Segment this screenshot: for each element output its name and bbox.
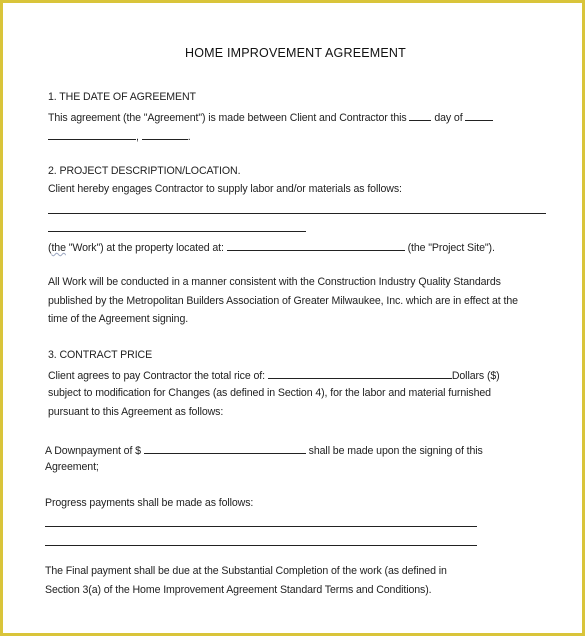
section-1-line-2 (48, 129, 191, 143)
section-2-line-work: (the "Work") at the property located at: (the "Project Site"). (48, 242, 495, 254)
total-price-text: Client agrees to pay Contractor the total rice of: (48, 370, 265, 382)
section-3-heading: 3. CONTRACT PRICE (48, 349, 153, 361)
downpayment-line-2: Agreement; (45, 461, 99, 473)
comma: , (136, 131, 142, 143)
date-blank-1[interactable] (48, 129, 136, 140)
progress-payments-line-2[interactable] (45, 545, 477, 546)
section-3-line-3: pursuant to this Agreement as follows: (48, 406, 224, 418)
work-description-line-1[interactable] (48, 213, 546, 214)
the-word: the (51, 242, 66, 254)
downpayment-text: A Downpayment of $ (45, 445, 141, 457)
day-of-text: day of (434, 112, 463, 124)
project-site-text: (the "Project Site"). (407, 242, 495, 254)
progress-payments-text: Progress payments shall be made as follows: (45, 497, 254, 509)
quality-paragraph-line-2: published by the Metropolitan Builders Association of Greater Milwaukee, Inc. which are in effect at the (48, 295, 518, 307)
section-1-line-1 (48, 110, 493, 124)
month-blank[interactable] (465, 110, 493, 121)
document-title: HOME IMPROVEMENT AGREEMENT (185, 46, 406, 60)
year-blank[interactable] (142, 129, 188, 140)
downpayment-amount-blank[interactable] (144, 443, 306, 454)
section-2-heading: 2. PROJECT DESCRIPTION/LOCATION. (48, 165, 241, 177)
dollars-text: Dollars ($) (451, 370, 500, 382)
work-description-line-2[interactable] (48, 231, 306, 232)
total-price-blank[interactable] (268, 368, 452, 379)
downpayment-signing-text: shall be made upon the signing of this (308, 445, 483, 457)
quality-paragraph-line-1: All Work will be conducted in a manner consistent with the Construction Industry Quality Standards (48, 276, 501, 288)
property-address-blank[interactable] (227, 240, 405, 251)
section-1-heading: 1. THE DATE OF AGREEMENT (48, 91, 196, 103)
progress-payments-line-1[interactable] (45, 526, 477, 527)
period: . (187, 131, 191, 143)
section-3-line-1 (48, 368, 500, 382)
final-payment-line-1: The Final payment shall be due at the Substantial Completion of the work (as defined in (45, 565, 447, 577)
downpayment-line (45, 443, 483, 457)
section-3-line-2: subject to modification for Changes (as defined in Section 4), for the labor and material furnished (48, 387, 491, 399)
day-blank[interactable] (409, 110, 431, 121)
final-payment-line-2: Section 3(a) of the Home Improvement Agreement Standard Terms and Conditions). (45, 584, 432, 596)
agreement-intro-text: This agreement (the "Agreement") is made between Client and Contractor this (48, 112, 407, 124)
section-2-line-1: Client hereby engages Contractor to supply labor and/or materials as follows: (48, 183, 402, 195)
quality-paragraph-line-3: time of the Agreement signing. (48, 313, 189, 325)
